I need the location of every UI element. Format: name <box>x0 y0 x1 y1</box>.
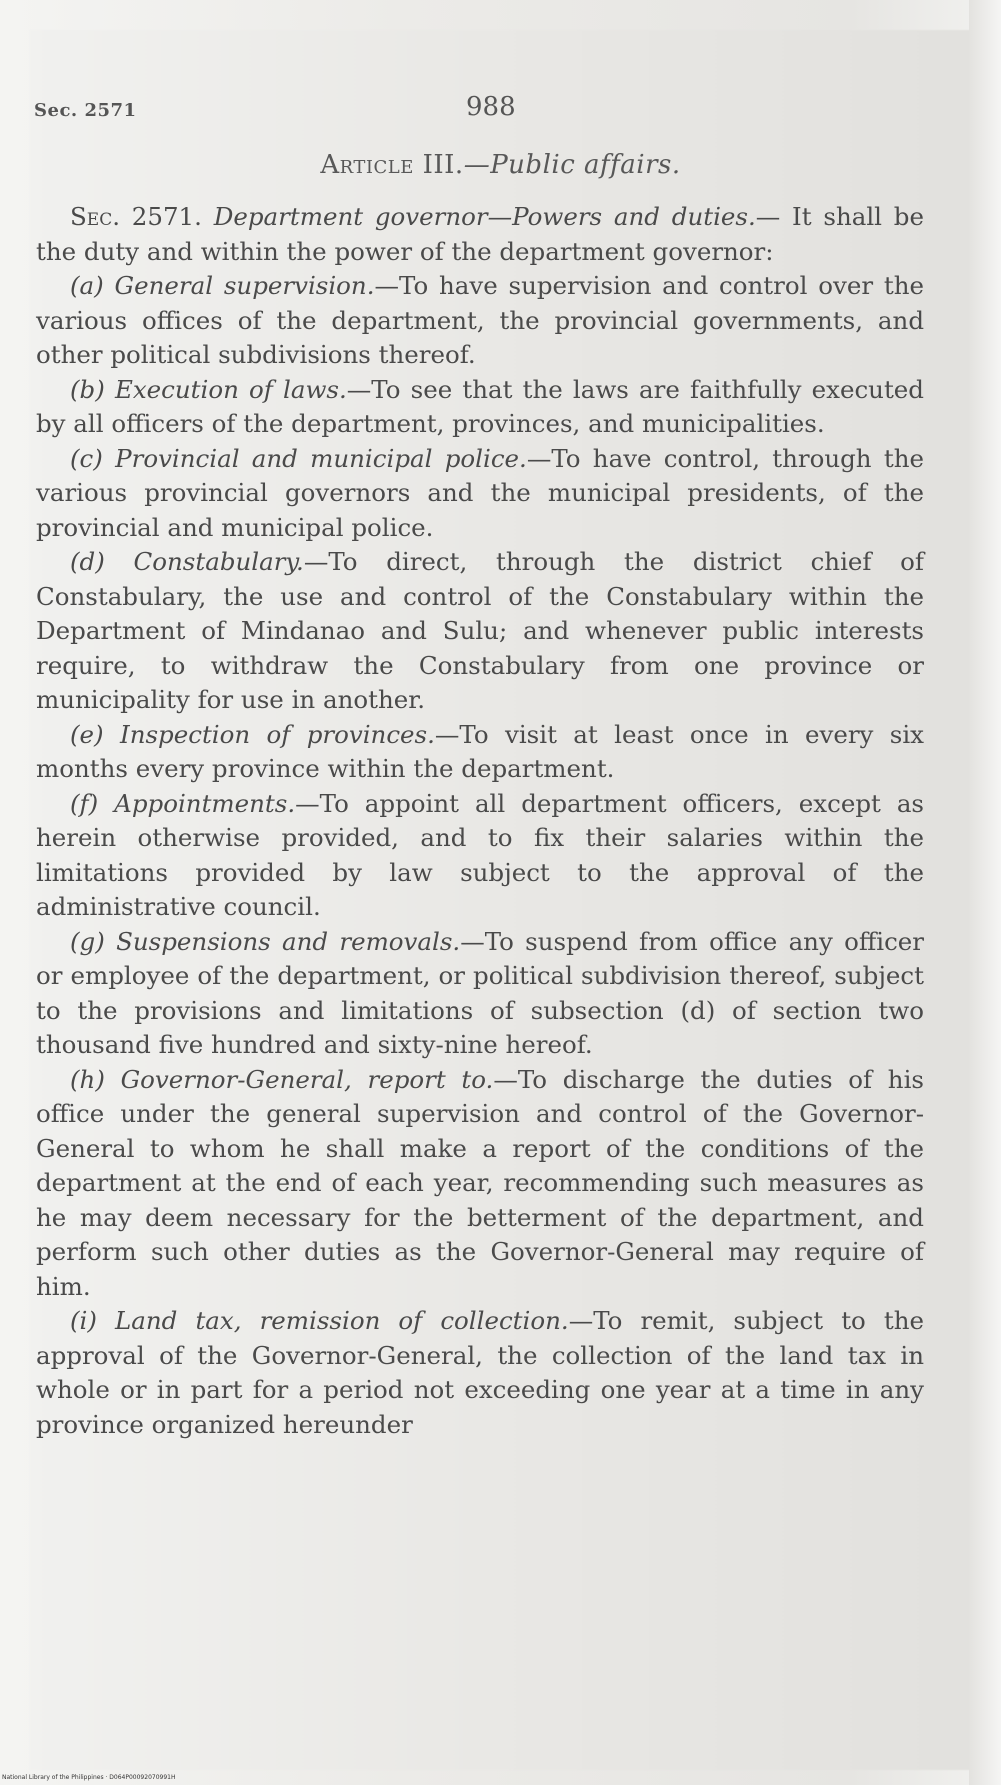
paragraph-text: —To have control, through the various provincial governors and the municipal presidents, of the provincial and municipal police. <box>36 443 924 542</box>
paragraph-text: —To have supervision and control over the various offices of the department, the provincial governments, and other political subdivisions thereof. <box>36 271 924 369</box>
page-number: 988 <box>466 92 516 122</box>
paragraph-lead: (i) <box>70 1306 97 1335</box>
article-subtitle: —Public affairs. <box>463 150 681 180</box>
paragraph-heading: General supervision. <box>114 271 375 300</box>
paragraph <box>36 373 924 442</box>
paragraph-text: —To visit at least once in every six months every province within the department. <box>36 719 924 783</box>
paragraph-heading: Governor-General, report to. <box>120 1064 494 1094</box>
footer-attribution: National Library of the Philippines · D064P00092070991H <box>2 1774 176 1781</box>
paragraph-heading: Execution of laws. <box>114 374 347 404</box>
paragraph-text: —To see that the laws are faithfully executed by all officers of the department, provinces, and municipalities. <box>36 374 924 438</box>
paragraph-text: —To remit, subject to the approval of the Governor-General, the collection of the land tax in whole or in part for a period not exceeding one year at a time in any province organized hereunder <box>36 1306 924 1439</box>
paragraph-text: —To discharge the duties of his office under the general supervision and control of the Governor-General to whom he shall make a report of the conditions of the department at the end of each year, recommending such measures as he may deem necessary for the betterment of the department, and perform such other duties as the Governor-General may require of him. <box>36 1064 924 1301</box>
paragraph-lead: (b) <box>70 374 105 404</box>
paragraph <box>36 718 924 787</box>
paragraph-heading: Suspensions and removals. <box>116 926 461 956</box>
article-label: Article III. <box>320 150 464 180</box>
section-reference: Sec. 2571 <box>34 100 137 121</box>
paragraph-text: —To direct, through the district chief of Constabulary, the use and control of the Constabulary within the Department of Mindanao and Sulu; and whenever public interests require, to withdraw the Constabulary from one province or municipality for use in another. <box>36 547 924 714</box>
paragraph <box>36 200 924 269</box>
paragraph-text: — It shall be the duty and within the power of the department governor: <box>36 202 924 266</box>
paragraph-lead: Sec. 2571. <box>70 202 202 231</box>
paragraph-lead: (f) <box>70 788 99 818</box>
paragraph-heading: Appointments. <box>114 788 296 818</box>
paragraph-lead: (a) <box>70 271 104 300</box>
body-text <box>36 200 924 1442</box>
paragraph-lead: (g) <box>70 926 105 956</box>
article-title <box>0 150 1001 180</box>
page-edge <box>969 0 1001 1785</box>
paragraph <box>36 925 924 1063</box>
paragraph-text: —To suspend from office any officer or employee of the department, or political subdivision thereof, subject to the provisions and limitations of subsection (d) of section two thousand five hundred and sixty-nine hereof. <box>36 926 925 1059</box>
paragraph <box>36 269 924 373</box>
paragraph-lead: (h) <box>70 1064 105 1094</box>
paragraph <box>36 1304 924 1442</box>
paragraph-heading: Provincial and municipal police. <box>115 443 527 473</box>
paragraph-heading: Inspection of provinces. <box>120 719 435 749</box>
paragraph-lead: (c) <box>70 443 103 473</box>
paragraph <box>36 545 924 718</box>
paragraph <box>36 1063 924 1305</box>
paragraph-heading: Department governor—Powers and duties. <box>213 202 756 231</box>
page-header <box>0 92 1001 122</box>
paragraph-lead: (e) <box>70 719 104 749</box>
paragraph-heading: Land tax, remission of collection. <box>115 1306 569 1335</box>
paragraph-heading: Constabulary. <box>133 547 304 576</box>
paragraph-lead: (d) <box>70 547 105 576</box>
paragraph <box>36 442 924 546</box>
paragraph-text: —To appoint all department officers, except as herein otherwise provided, and to fix their salaries within the limitations provided by law subject to the approval of the administrative council. <box>36 788 924 921</box>
paragraph <box>36 787 924 925</box>
